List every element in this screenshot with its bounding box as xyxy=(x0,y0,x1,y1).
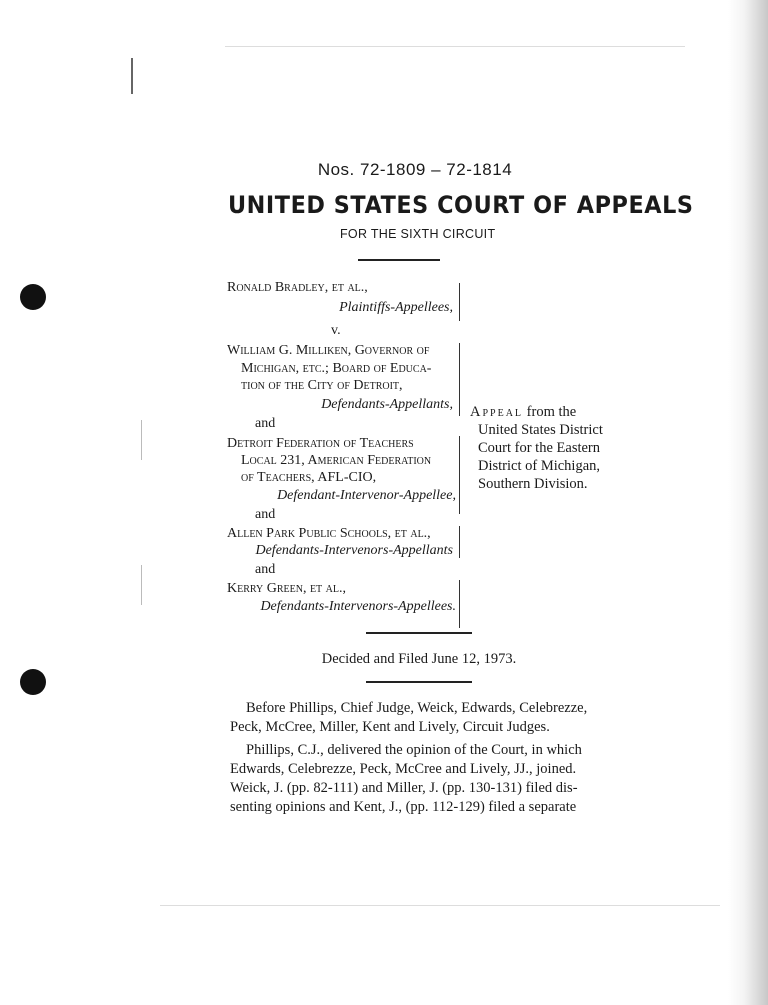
docket-numbers: Nos. 72-1809 – 72-1814 xyxy=(317,160,513,179)
caption-brace-2 xyxy=(456,343,460,416)
decided-rule-top xyxy=(366,632,472,634)
appeal-line5: Southern Division. xyxy=(478,476,588,492)
appeal-line3: Court for the Eastern xyxy=(478,440,601,456)
party2-line1-text: William G. Milliken, Governor of xyxy=(227,343,430,358)
versus: v. xyxy=(331,323,341,338)
party1-name: Ronald Bradley, et al., xyxy=(227,280,368,295)
appeal-line1 xyxy=(470,403,603,421)
margin-mark-faint-2 xyxy=(141,565,142,605)
opinion-line2: Edwards, Celebrezze, Peck, McCree and Lively, JJ., joined. xyxy=(230,761,577,777)
panel-line2: Peck, McCree, Miller, Kent and Lively, Circuit Judges. xyxy=(230,719,550,735)
scanned-page-edge xyxy=(728,0,768,1005)
and-2: and xyxy=(255,507,276,522)
party2-line2-text: Michigan, etc.; Board of Educa- xyxy=(241,361,432,376)
top-scan-line xyxy=(225,46,685,47)
opinion-line1: Phillips, C.J., delivered the opinion of the Court, in which xyxy=(246,742,582,758)
margin-mark-faint xyxy=(141,420,142,460)
party4-role: Defendants-Intervenors-Appellants xyxy=(255,543,453,558)
party3-line3: of Teachers, AFL-CIO, xyxy=(241,470,377,485)
and-1: and xyxy=(255,416,276,431)
party3-line2: Local 231, American Federation xyxy=(241,453,432,468)
decided-rule-bottom xyxy=(366,681,472,683)
party3-role: Defendant-Intervenor-Appellee, xyxy=(277,488,456,503)
party4-name: Allen Park Public Schools, et al., xyxy=(227,526,431,541)
margin-mark xyxy=(131,58,133,94)
appeal-word: Appeal xyxy=(470,404,524,420)
party2-role: Defendants-Appellants, xyxy=(321,397,453,412)
appeal-line1-rest: from the xyxy=(526,404,577,420)
party2-line1 xyxy=(227,342,429,360)
header-rule xyxy=(358,259,440,261)
caption-brace-5 xyxy=(456,580,460,628)
appeal-block xyxy=(470,403,603,493)
court-name: UNITED STATES COURT OF APPEALS xyxy=(228,191,694,219)
party3-line1: Detroit Federation of Teachers xyxy=(227,436,414,451)
opinion-line4: senting opinions and Kent, J., (pp. 112-129) filed a separate xyxy=(230,799,577,815)
panel-line1: Before Phillips, Chief Judge, Weick, Edwards, Celebrezze, xyxy=(246,700,588,716)
appeal-line2: United States District xyxy=(478,422,603,438)
party5-role: Defendants-Intervenors-Appellees. xyxy=(260,599,456,614)
and-3: and xyxy=(255,562,276,577)
party1-role: Plaintiffs-Appellees, xyxy=(339,300,453,315)
caption-brace-3 xyxy=(456,436,460,514)
bottom-scan-line xyxy=(160,905,720,906)
caption-brace-1 xyxy=(456,283,460,321)
caption-brace-4 xyxy=(456,526,460,558)
party2-line3: tion of the City of Detroit, xyxy=(241,378,403,393)
binder-hole-top xyxy=(20,284,46,310)
party2-line2 xyxy=(241,360,431,378)
decided-date: Decided and Filed June 12, 1973. xyxy=(321,651,517,667)
opinion-line3: Weick, J. (pp. 82-111) and Miller, J. (pp. 130-131) filed dis- xyxy=(230,780,578,796)
party5-name: Kerry Green, et al., xyxy=(227,581,346,596)
binder-hole-bottom xyxy=(20,669,46,695)
circuit-name: FOR THE SIXTH CIRCUIT xyxy=(340,227,496,241)
appeal-line4: District of Michigan, xyxy=(478,458,601,474)
